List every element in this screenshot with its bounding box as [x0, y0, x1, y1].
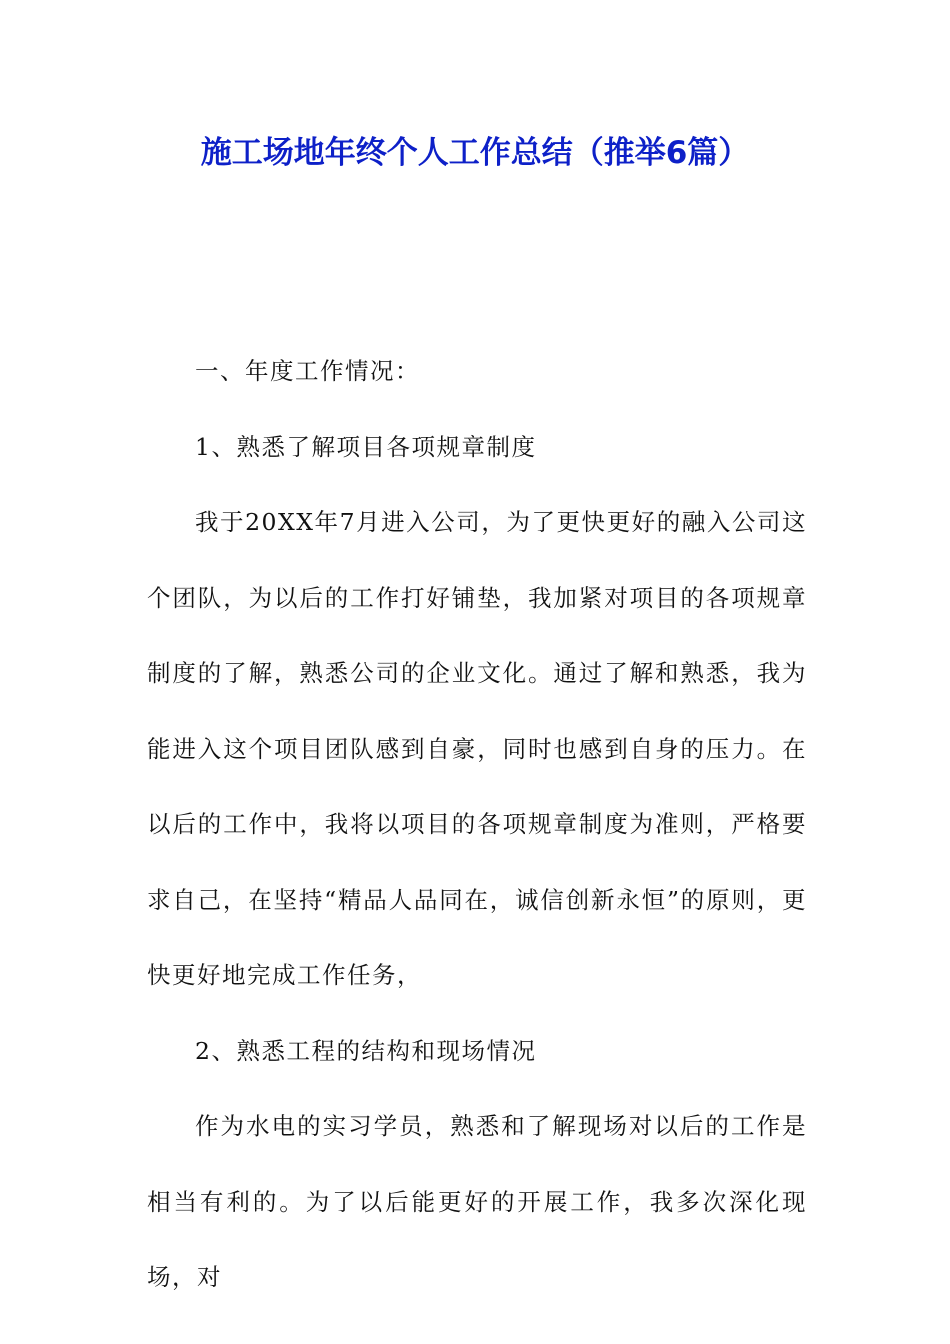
subsection-heading-1: 1、熟悉了解项目各项规章制度 — [195, 432, 537, 461]
document-title: 施工场地年终个人工作总结（推举6篇） — [200, 135, 750, 171]
section-heading: 一、年度工作情况： — [195, 357, 420, 385]
body-paragraph-2: 作为水电的实习学员，熟悉和了解现场对以后的工作是相当有利的。为了以后能更好的开展工作，我多次深化现场，对 — [147, 1112, 807, 1291]
subsection-heading-2: 2、熟悉工程的结构和现场情况 — [195, 1036, 537, 1065]
document-body — [147, 334, 807, 1316]
body-paragraph-1: 我于20XX年7月进入公司，为了更快更好的融入公司这个团队，为以后的工作打好铺垫，我加紧对项目的各项规章制度的了解，熟悉公司的企业文化。通过了解和熟悉，我为能进入这个项目团队感到自豪，同时也感到自身的压力。在以后的工作中，我将以项目的各项规章制度为准则，严格要求自己，在坚持“精品人品同在，诚信创新永恒”的原则，更快更好地完成工作任务， — [147, 508, 807, 989]
